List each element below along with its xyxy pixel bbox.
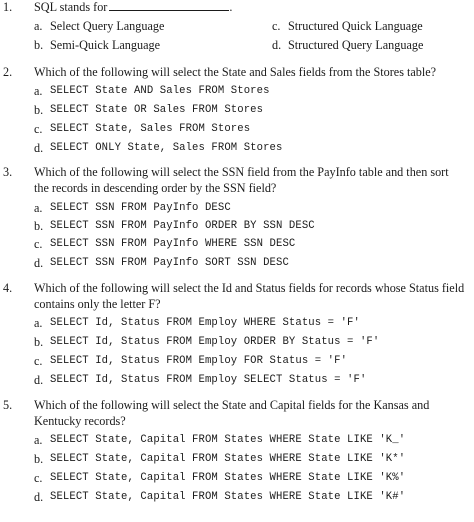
question-number: 3.: [3, 165, 13, 179]
question-text: Which of the following will select the State and Capital fields for the Kansas and Kentucky records?: [34, 398, 430, 428]
question-number: 1.: [3, 0, 13, 14]
question-number: 4.: [3, 281, 13, 295]
question-number: 2.: [3, 65, 13, 79]
answer-blank: [109, 0, 229, 11]
question-text: Which of the following will select the Id and Status fields for records whose Status field contains only the letter F?: [34, 281, 465, 311]
question-number: 5.: [3, 398, 13, 412]
question-text: SQL stands for .: [34, 0, 233, 14]
question-text: Which of the following will select the State and Sales fields from the Stores table?: [34, 65, 437, 79]
question-text: Which of the following will select the SSN field from the PayInfo table and then sort the records in descending order by the SSN field?: [34, 165, 449, 195]
question-1: [0, 0, 474, 15]
